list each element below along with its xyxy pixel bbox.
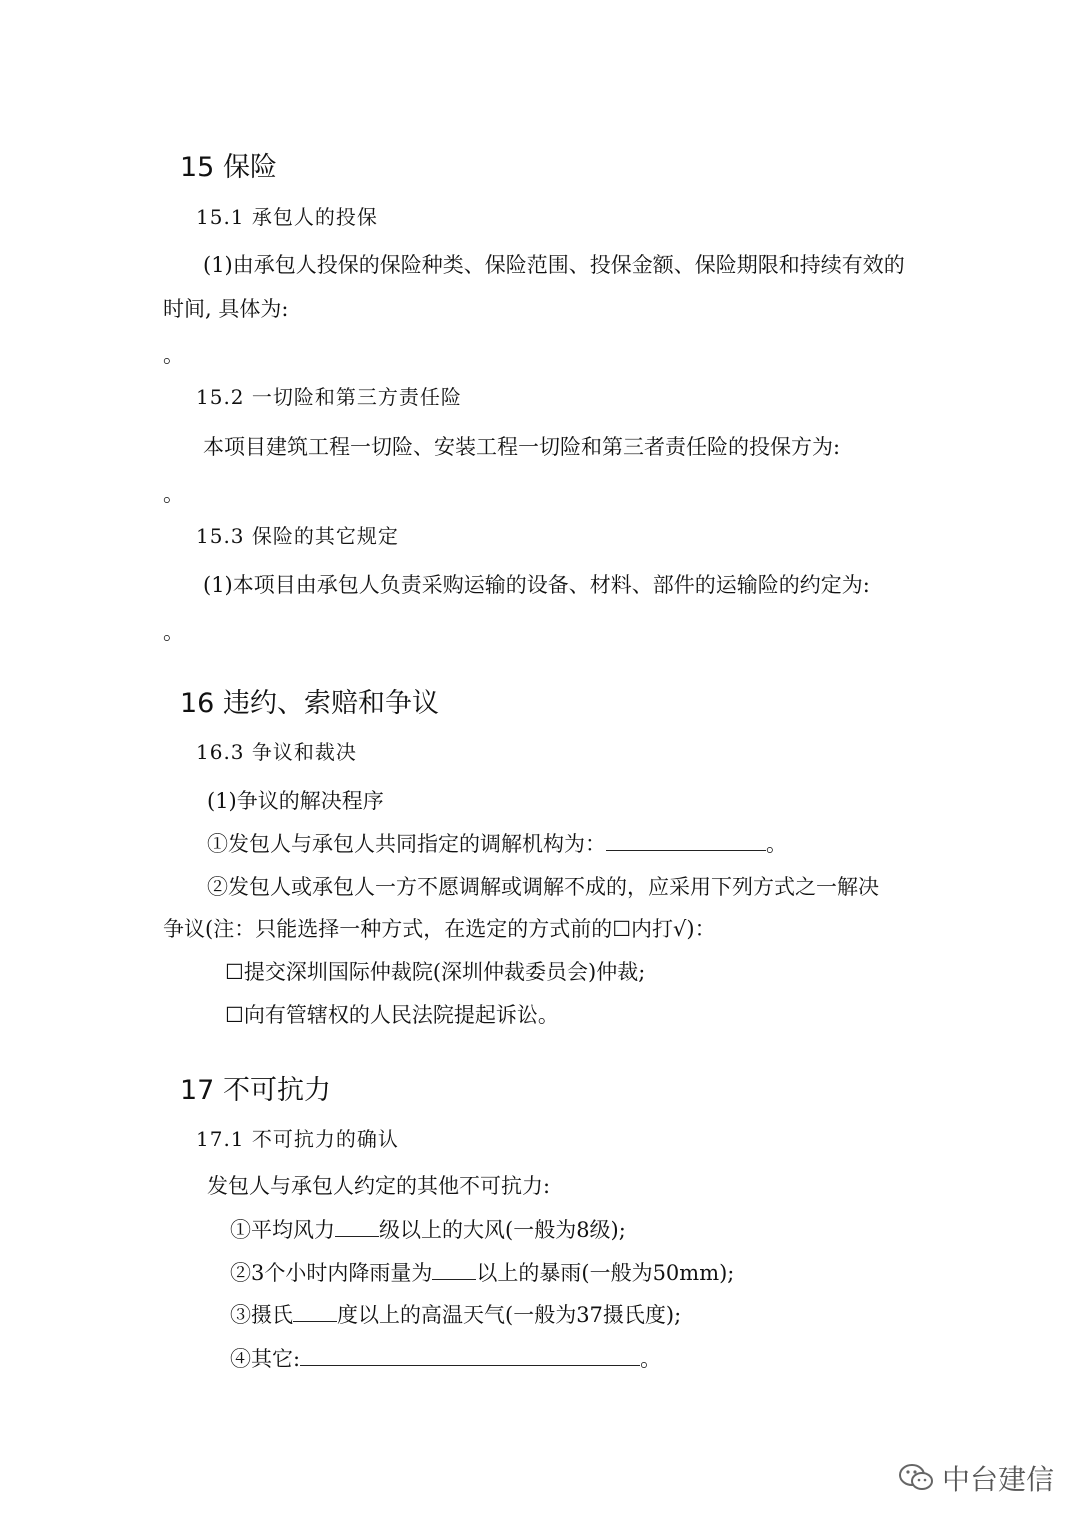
section-15-3-line: (1)本项目由承包人负责采购运输的设备、材料、部件的运输险的约定为: — [203, 573, 870, 597]
watermark — [898, 1458, 1054, 1498]
section-17-1-heading: 17.1 不可抗力的确认 — [196, 1127, 399, 1151]
item-other — [230, 1343, 661, 1373]
heat-blank — [293, 1303, 337, 1322]
section-15-title: 15 保险 — [180, 152, 277, 183]
section-15-1-heading: 15.1 承包人的投保 — [196, 205, 378, 229]
option-arbitration: ☐提交深圳国际仲裁院(深圳仲裁委员会)仲裁; — [225, 960, 646, 984]
wind-blank — [335, 1218, 379, 1237]
section-15-1-item1-line2: 时间, 具体为: — [163, 297, 289, 321]
section-15-2-end-mark: 。 — [163, 482, 184, 506]
heat-suffix: 度以上的高温天气(一般为37摄氏度); — [337, 1303, 682, 1327]
item-wind — [230, 1214, 626, 1244]
section-17-1-intro: 发包人与承包人约定的其他不可抗力: — [207, 1174, 551, 1198]
rain-suffix: 以上的暴雨(一般为50mm); — [476, 1261, 735, 1285]
other-blank — [300, 1347, 640, 1366]
wechat-icon — [898, 1463, 934, 1493]
section-15-1-end-mark: 。 — [163, 343, 184, 367]
section-16-3-mediation-line — [207, 828, 787, 858]
section-15-2-heading: 15.2 一切险和第三方责任险 — [196, 385, 462, 409]
section-15-1-item1-line1: (1)由承包人投保的保险种类、保险范围、投保金额、保险期限和持续有效的 — [203, 253, 905, 277]
wind-label: ①平均风力 — [230, 1218, 335, 1242]
section-16-3-item1: (1)争议的解决程序 — [207, 789, 384, 813]
section-17-title: 17 不可抗力 — [180, 1075, 331, 1106]
mediation-end-mark: 。 — [766, 832, 787, 856]
section-15-3-end-mark: 。 — [163, 620, 184, 644]
section-15-2-line: 本项目建筑工程一切险、安装工程一切险和第三者责任险的投保方为: — [203, 435, 841, 459]
other-end-mark: 。 — [640, 1347, 662, 1371]
mediation-label: ①发包人与承包人共同指定的调解机构为： — [207, 832, 606, 856]
section-16-title: 16 违约、索赔和争议 — [180, 688, 439, 719]
item-rain — [230, 1257, 734, 1287]
heat-label: ③摄氏 — [230, 1303, 293, 1327]
watermark-text: 中台建信 — [942, 1463, 1055, 1496]
wind-suffix: 级以上的大风(一般为8级); — [379, 1218, 626, 1242]
other-label: ④其它: — [230, 1347, 301, 1371]
mediation-blank — [606, 832, 766, 851]
item-heat — [230, 1299, 681, 1329]
option-litigation: ☐向有管辖权的人民法院提起诉讼。 — [225, 1003, 559, 1027]
section-15-3-heading: 15.3 保险的其它规定 — [196, 524, 399, 548]
rain-label: ②3个小时内降雨量为 — [230, 1261, 433, 1285]
section-16-3-choice-line2: 争议(注：只能选择一种方式，在选定的方式前的☐内打√)： — [163, 917, 716, 941]
section-16-3-heading: 16.3 争议和裁决 — [196, 740, 357, 764]
rain-blank — [432, 1261, 476, 1280]
section-16-3-choice-line1: ②发包人或承包人一方不愿调解或调解不成的，应采用下列方式之一解决 — [207, 875, 879, 899]
